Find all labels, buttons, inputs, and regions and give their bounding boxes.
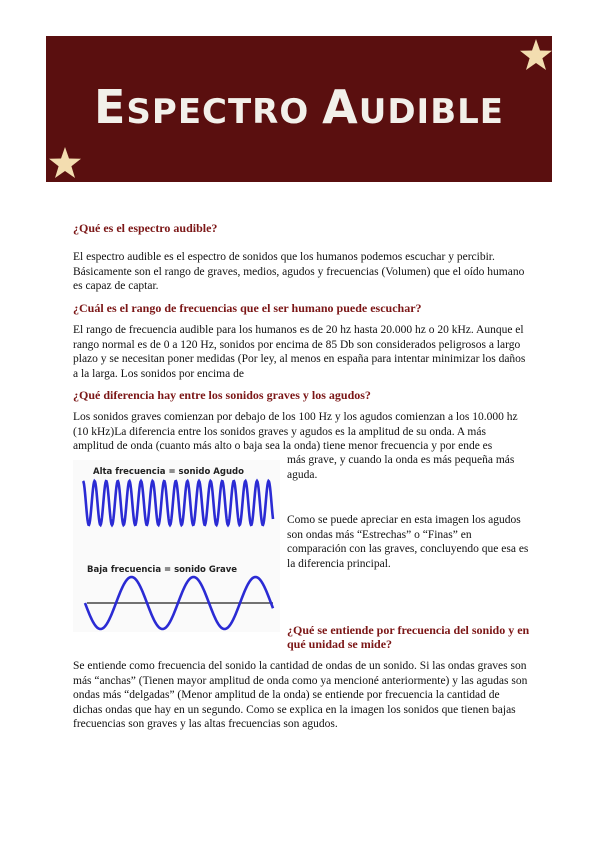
heading-low-vs-high: ¿Qué diferencia hay entre los sonidos graves y los agudos? [73, 388, 371, 402]
heading-frequency-range: ¿Cuál es el rango de frecuencias que el ser humano puede escuchar? [73, 301, 422, 315]
high-frequency-wave [83, 481, 273, 525]
star-icon [519, 38, 553, 72]
star-icon [48, 146, 82, 180]
paragraph-sound-frequency: Se entiende como frecuencia del sonido la cantidad de ondas de un sonido. Si las ondas graves son más “anchas” (Tienen mayor amplitud de onda como ya mencioné anteriormente) y las agudas son ondas más “delgadas” (Menor amplitud de la onda) se entiende por frecuencia la cantidad de dichas ondas que hay en un segundo. Como se explica en la imagen los sonidos que tienen bajas frecuencias son graves y las altas frecuencias son agudos. [73, 660, 528, 730]
heading-what-is-audible-spectrum: ¿Qué es el espectro audible? [73, 221, 218, 235]
paragraph-low-vs-high: Los sonidos graves comienzan por debajo de los 100 Hz y los agudos comienzan a los 10.000 hz (10 kHz)La diferencia entre los sonidos graves y agudos es la amplitud de su onda. A más amplitud de onda (cuanto más alto o baja sea la onda) tiene menor frecuencia y por ende es [73, 411, 518, 452]
heading-sound-frequency: ¿Qué se entiende por frecuencia del sonido y en qué unidad se mide? [287, 623, 530, 651]
title-banner [46, 36, 552, 182]
paragraph-right-1: más grave, y cuando la onda es más pequeña más aguda. [287, 454, 515, 481]
low-frequency-label: Baja frecuencia = sonido Grave [87, 565, 238, 575]
paragraph-audible-spectrum: El espectro audible es el espectro de sonidos que los humanos podemos escuchar y percibir. Básicamente son el rango de graves, medios, agudos y frecuencias (Volumen) que el oído humano es capaz de captar. [73, 251, 525, 292]
paragraph-frequency-range: El rango de frecuencia audible para los humanos es de 20 hz hasta 20.000 hz o 20 kHz. Aunque el rango normal es de 0 a 120 Hz, sonidos por encima de 85 Db son considerados peligrosos a largo plazo y se necesitan poner medidas (Por ley, al menos en españa para intentar minimizar los daños a la larga. Los sonidos por encima de [73, 324, 526, 380]
high-frequency-label: Alta frecuencia = sonido Agudo [93, 467, 244, 477]
banner-title: ESPECTRO AUDIBLE [93, 80, 505, 134]
waves-figure [73, 460, 280, 632]
paragraph-right-2: Como se puede apreciar en esta imagen los agudos son ondas más “Estrechas” o “Finas” en comparación con las graves, concluyendo que esa es la diferencia principal. [287, 514, 529, 570]
